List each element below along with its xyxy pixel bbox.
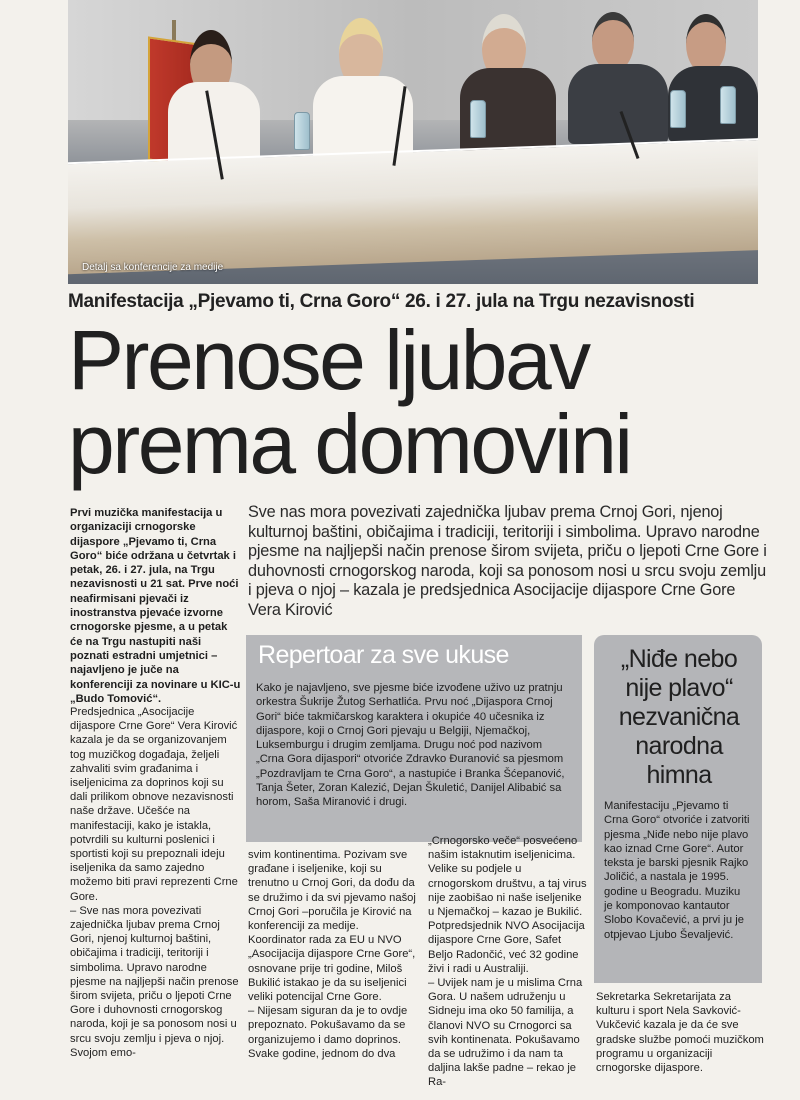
intro-quote: Sve nas mora povezivati zajednička ljubav prema Crnoj Gori, njenoj kulturnoj baštini, običajima i tradiciji, teritoriji i simbolima. Upravo narodne pjesme na najljepši način prenose širom svijeta, priču o ljepoti Crne Gore i duhovnosti crnogorskog naroda, koji sa ponosom nosi u srcu svoju zemlju i pjeva o njoj – kazala je predsjednica Asocijacije dijaspore Crne Gore Vera Kirović bbox=[248, 503, 767, 619]
water-bottle bbox=[294, 112, 310, 150]
body-column-1 bbox=[70, 705, 242, 1060]
anthem-text: Manifestaciju „Pjevamo ti Crna Goro“ otvoriće i zatvoriti pjesma „Niđe nebo nije plavo kao iznad Crne Gore“. Autor teksta je barski pjesnik Rajko Joličić, a nastala je 1995. godine u Beogradu. Muziku je komponovao kantautor Slobo Kovačević, a prvi ju je otpjevao Ljubo Ševaljević. bbox=[604, 800, 750, 941]
paragraph: Koordinator rada za EU u NVO „Asocijacija dijaspore Crne Gore“, osnovane prije tri godine, Miloš Bukilić istakao je da su iseljenici veliki potencijal Crne Gore. bbox=[248, 934, 416, 1004]
paragraph: – Nijesam siguran da je to ovdje prepoznato. Pokušavamo da se organizujemo i damo doprinos. Svake godine, jednom do dva bbox=[248, 1005, 408, 1060]
body-column-4 bbox=[596, 990, 766, 1075]
paragraph: svim kontinentima. Pozivam sve građane i iseljenike, koji su trenutno u Crnoj Gori, da dođu da se družimo i da svi pjevamo našoj Crnoj Gori –poručila je Kirović na konferenciji za medije. bbox=[248, 849, 416, 933]
repertoire-box bbox=[246, 635, 582, 842]
conference-photo bbox=[68, 0, 758, 284]
anthem-quote: „Niđe nebo nije plavo“ nezvanična narodna himna bbox=[618, 645, 740, 789]
water-bottle bbox=[470, 100, 486, 138]
repertoire-text: Kako je najavljeno, sve pjesme biće izvođene uživo uz pratnju orkestra Šukrije Žutog Serhatlića. Prvu noć „Dijaspora Crnoj Gori“ biće takmičarskog karaktera i okupiće 40 učesnika iz dijaspore, koji o Crnoj Gori pjevaju u Belgiji, Njemačkoj, Luksemburgu i drugim zemljama. Drugu noć pod nazivom „Crna Gora dijaspori“ otvoriće Zdravko Đuranović sa pjesmom „Pozdravljam te Crna Goro“, a nastupiće i Branka Šćepanović, Tanja Šeter, Zoran Kalezić, Dejan Škuletić, Danijel Alibabić sa horom, Saša Miranović i drugi. bbox=[256, 682, 565, 809]
anthem-sidebar bbox=[594, 635, 762, 983]
lead-paragraph: Prvi muzička manifestacija u organizaciji crnogorske dijaspore „Pjevamo ti, Crna Goro“ biće održana u četvrtak i petak, 26. i 27. jula, na Trgu nezavisnosti u 21 sat. Prve noći neafirmisani pjevači iz inostranstva pjevaće izvorne crnogorske pjesme, a u petak će na Trgu nastupiti naši poznati estradni umjetnici – najavljeno je juče na konferenciji za novinare u KIC-u „Budo Tomović“. bbox=[70, 507, 241, 705]
paragraph: „Crnogorsko veče“ posvećeno našim istaknutim iseljenicima. Velike su podjele u crnogorskom društvu, a taj virus nije zaobišao ni naše iseljenike u Njemačkoj – kazao je Bukilić. bbox=[428, 835, 587, 919]
headline-line-2: prema domovini bbox=[68, 397, 631, 491]
paragraph: Sekretarka Sekretarijata za kulturu i sport Nela Savković-Vukčević kazala je da će sve gradske službe pomoći muzičkom programu u organizaciji crnogorske dijaspore. bbox=[596, 991, 764, 1075]
water-bottle bbox=[670, 90, 686, 128]
conference-table bbox=[68, 137, 758, 274]
photo-caption: Detalj sa konferencije za medije bbox=[82, 262, 224, 273]
water-bottle bbox=[720, 86, 736, 124]
paragraph: – Uvijek nam je u mislima Crna Gora. U našem udruženju u Sidneju ima oko 50 familija, a članovi NVO su Crnogorci sa svih kontinenata. Pokušavamo da se udružimo i da nam ta daljina lakše padne – rekao je Ra- bbox=[428, 977, 583, 1089]
paragraph: Potpredsjednik NVO Asocijacija dijaspore Crne Gore, Safet Beljo Radončić, već 32 godine živi i radi u Australiji. bbox=[428, 920, 585, 975]
repertoire-title: Repertoar za sve ukuse bbox=[258, 641, 509, 669]
article-kicker: Manifestacija „Pjevamo ti, Crna Goro“ 26. i 27. jula na Trgu nezavisnosti bbox=[68, 291, 695, 312]
body-column-2 bbox=[248, 848, 416, 1061]
headline bbox=[68, 313, 768, 491]
body-column-3 bbox=[428, 834, 588, 1090]
headline-line-1: Prenose ljubav bbox=[68, 313, 589, 407]
paragraph: – Sve nas mora povezivati zajednička ljubav prema Crnoj Gori, njenoj kulturnoj baštini, običajima i tradiciji, teritoriji i simbolima. Upravo narodne pjesme na najljepši način prenose širom svijeta, priču o ljepoti Crne Gore i duhovnosti crnogorskog naroda, koji je sa ponosom nosi u srcu svoju zemlju i pjeva o njoj. Svojom emo- bbox=[70, 904, 239, 1059]
paragraph: Predsjednica „Asocijacije dijaspore Crne Gore“ Vera Kirović kazala je da se organizovanjem tog muzičkog događaja, željeli zahvaliti svim građanima i iseljenicima za doprinos koji su dali prilikom obnove nezavisnosti naše države. Učešće na manifestaciji, kako je istakla, potvrdili su kulturni poslenici i sportisti koji su prepoznali ideju iseljenika da samo zajedno možemo biti pravi reprezenti Crne Gore. bbox=[70, 706, 238, 903]
